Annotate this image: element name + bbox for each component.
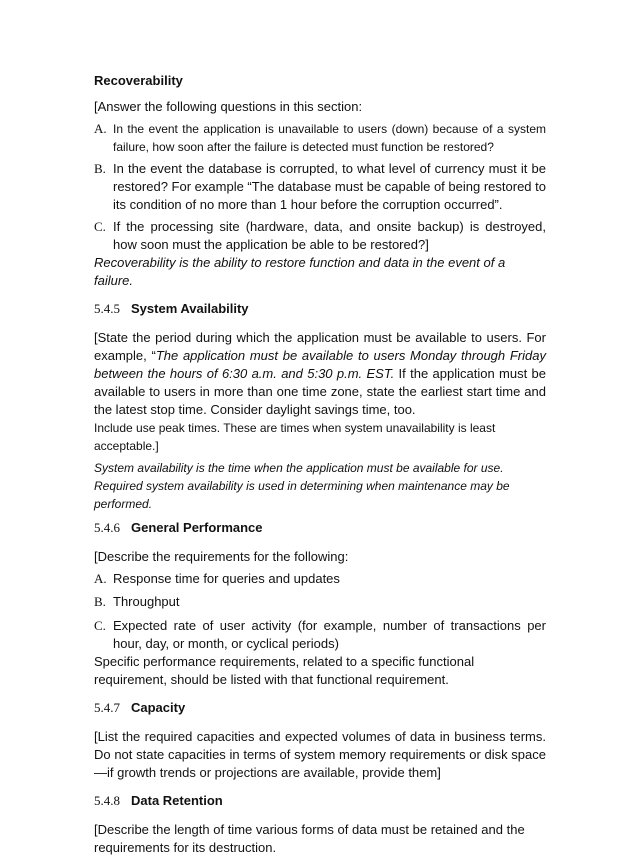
- system-availability-note: Include use peak times. These are times when system unavailability is least acceptable.]: [94, 421, 496, 453]
- list-item: [94, 120, 546, 156]
- list-item: [94, 218, 546, 254]
- section-number: 5.4.6: [94, 520, 120, 535]
- list-marker: C.: [94, 219, 106, 234]
- list-item-text: In the event the application is unavailable to users (down) because of a system failure, how soon after the failure is detected must function be restored?: [113, 122, 546, 154]
- section-title: General Performance: [131, 520, 263, 535]
- section-heading-capacity: [94, 699, 546, 717]
- recoverability-intro: [Answer the following questions in this section:: [94, 99, 363, 114]
- document-content: [94, 72, 546, 857]
- list-item: [94, 593, 546, 611]
- section-heading-system-availability: [94, 300, 546, 318]
- system-availability-paragraph: [94, 329, 546, 419]
- section-title: System Availability: [131, 301, 249, 316]
- section-title: Data Retention: [131, 793, 223, 808]
- list-item: [94, 617, 546, 653]
- list-item-text: Throughput: [113, 594, 180, 609]
- section-number: 5.4.8: [94, 793, 120, 808]
- list-item: [94, 570, 546, 588]
- paragraph-example-text: The application must be available to users Monday through Friday between the hours of 6:30 a.m. and 5:30 p.m. EST.: [94, 348, 546, 381]
- recoverability-title: Recoverability: [94, 73, 183, 88]
- list-item-text: In the event the database is corrupted, to what level of currency must it be restored? For example “The database must be capable of being restored to its condition of no more than 1 hour before the corruption occurred”.: [113, 161, 546, 212]
- paragraph-text: [State the period during which the application must be available to users. For example, “: [94, 330, 546, 363]
- list-item: [94, 160, 546, 214]
- list-marker: A.: [94, 571, 107, 586]
- general-performance-intro: [Describe the requirements for the following:: [94, 549, 349, 564]
- list-marker: B.: [94, 594, 106, 609]
- section-number: 5.4.7: [94, 700, 120, 715]
- list-marker: C.: [94, 618, 106, 633]
- section-number: 5.4.5: [94, 301, 120, 316]
- list-item-text: If the processing site (hardware, data, and onsite backup) is destroyed, how soon must the application be able to be restored?]: [113, 219, 546, 252]
- list-marker: A.: [94, 121, 107, 136]
- list-item-text: Response time for queries and updates: [113, 571, 340, 586]
- list-marker: B.: [94, 161, 106, 176]
- section-heading-general-performance: [94, 519, 546, 537]
- general-performance-closing: Specific performance requirements, related to a specific functional requirement, should be listed with that functional requirement.: [94, 654, 475, 687]
- capacity-paragraph: [List the required capacities and expected volumes of data in business terms. Do not state capacities in terms of system memory requirements or disk space—if growth trends or projections are available, provide them]: [94, 729, 546, 780]
- section-heading-data-retention: [94, 792, 546, 810]
- section-title: Capacity: [131, 700, 186, 715]
- data-retention-paragraph: [Describe the length of time various forms of data must be retained and the requirements for its destruction.: [94, 822, 525, 855]
- paragraph-text: If the application must be available to users in more than one time zone, state the earliest start time and the latest stop time. Consider daylight savings time, too.: [94, 366, 546, 417]
- list-item-text: Expected rate of user activity (for example, number of transactions per hour, day, or month, or cyclical periods): [113, 618, 546, 651]
- system-availability-definition: System availability is the time when the application must be available for use. Required system availability is used in determining when maintenance may be performed.: [94, 461, 510, 511]
- recoverability-definition: Recoverability is the ability to restore function and data in the event of a failure.: [94, 255, 506, 288]
